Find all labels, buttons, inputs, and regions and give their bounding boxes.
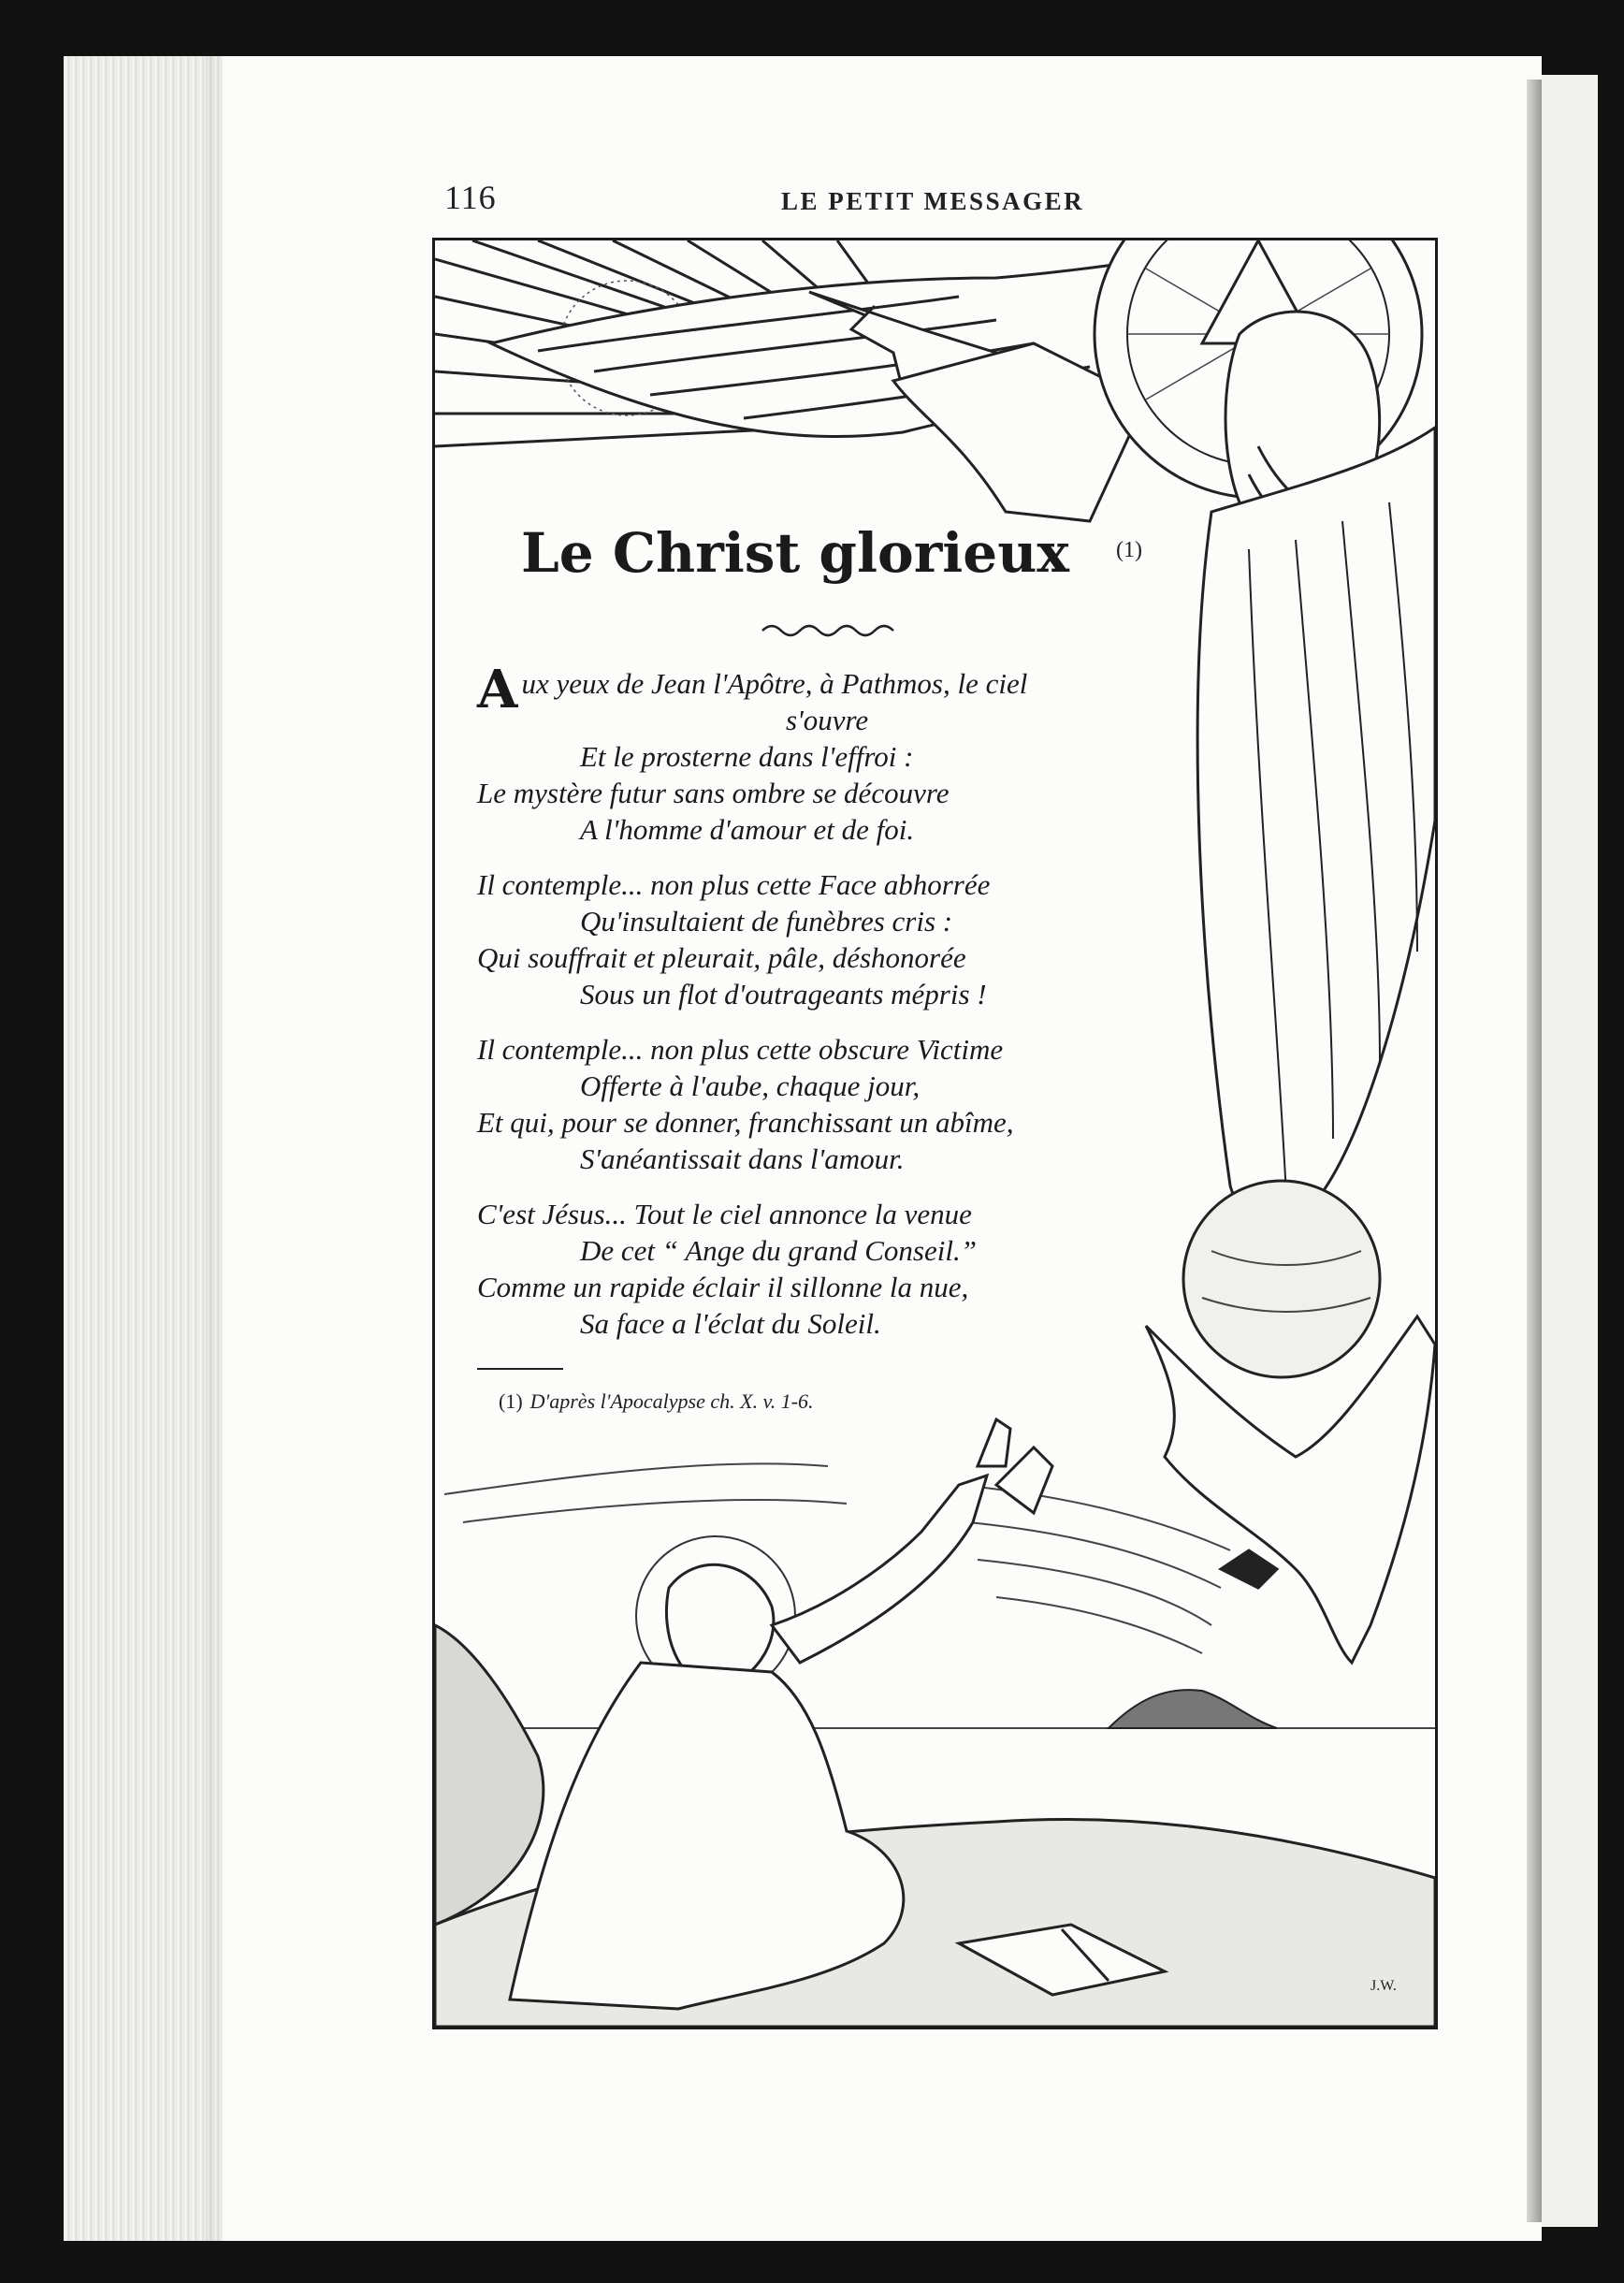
poem-line: Il contemple... non plus cette obscure Victime bbox=[477, 1033, 1004, 1066]
facing-page-edge bbox=[1542, 75, 1598, 2227]
title-note-mark: (1) bbox=[1116, 538, 1142, 562]
poem-line: Le mystère futur sans ombre se découvre bbox=[477, 777, 950, 809]
poem-line: Il contemple... non plus cette Face abhorrée bbox=[477, 868, 991, 901]
page-gutter bbox=[1527, 80, 1542, 2222]
poem-line: Sous un flot d'outrageants mépris ! bbox=[580, 978, 987, 1011]
poem-body bbox=[477, 659, 1197, 1360]
running-header bbox=[444, 178, 1165, 225]
poem-stanza bbox=[477, 866, 1197, 1012]
poem-line: Offerte à l'aube, chaque jour, bbox=[580, 1069, 921, 1102]
poem-line: De cet “ Ange du grand Conseil.” bbox=[580, 1234, 977, 1267]
poem-line: Comme un rapide éclair il sillonne la nue, bbox=[477, 1271, 969, 1303]
title-flourish bbox=[758, 619, 898, 642]
poem-line: Qu'insultaient de funèbres cris : bbox=[580, 905, 953, 938]
poem-stanza bbox=[477, 1031, 1197, 1177]
island bbox=[1109, 1690, 1277, 1728]
footnote-mark: (1) bbox=[499, 1389, 523, 1413]
poem-line: s'ouvre bbox=[786, 704, 869, 736]
poem-line: Et le prosterne dans l'effroi : bbox=[580, 740, 914, 773]
poem-line: Sa face a l'éclat du Soleil. bbox=[580, 1307, 881, 1340]
footnote-text: D'après l'Apocalypse ch. X. v. 1-6. bbox=[529, 1389, 814, 1413]
poem-stanza bbox=[477, 659, 1197, 848]
footnote bbox=[499, 1389, 814, 1414]
journal-title: LE PETIT MESSAGER bbox=[781, 187, 1085, 215]
rock-left bbox=[435, 1625, 544, 1925]
page-edges bbox=[64, 56, 223, 2241]
angel-robe bbox=[1197, 428, 1435, 1223]
artist-mark: J.W. bbox=[1370, 1978, 1397, 1994]
poem-line-rest: ux yeux de Jean l'Apôtre, à Pathmos, le ciel bbox=[521, 667, 1028, 700]
globe bbox=[1183, 1181, 1380, 1377]
footnote-rule bbox=[477, 1368, 563, 1370]
drop-cap: A bbox=[477, 659, 518, 720]
illustrated-plate bbox=[432, 238, 1438, 2029]
poem-stanza bbox=[477, 1196, 1197, 1342]
poem-line: A l'homme d'amour et de foi. bbox=[580, 813, 915, 846]
page-number: 116 bbox=[444, 179, 497, 216]
poem-title: Le Christ glorieux bbox=[521, 521, 1069, 585]
poem-line: C'est Jésus... Tout le ciel annonce la venue bbox=[477, 1198, 972, 1230]
poem-line: S'anéantissait dans l'amour. bbox=[580, 1142, 905, 1175]
poem-line: Qui souffrait et pleurait, pâle, déshonorée bbox=[477, 941, 966, 974]
poem-line: Et qui, pour se donner, franchissant un abîme, bbox=[477, 1106, 1014, 1139]
